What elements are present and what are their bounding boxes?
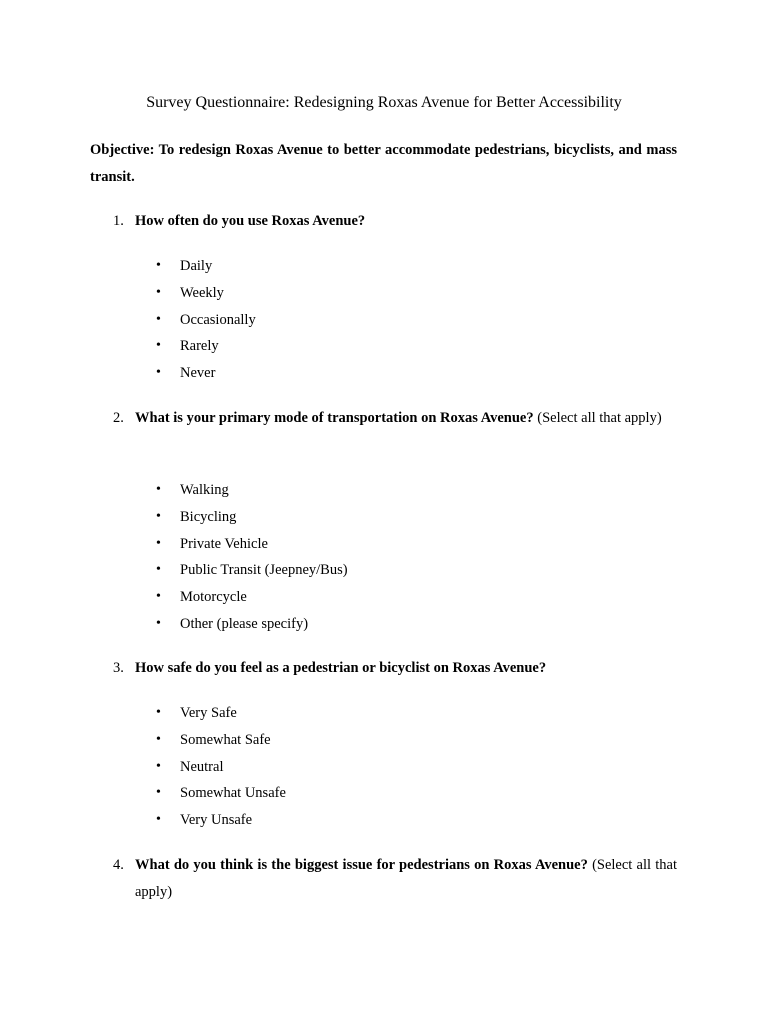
option-label: Bicycling [180, 508, 237, 525]
option-item[interactable] [0, 307, 768, 334]
option-item[interactable] [0, 700, 768, 727]
bullet-icon: • [156, 365, 161, 381]
question-text: How safe do you feel as a pedestrian or bicyclist on Roxas Avenue? [135, 660, 547, 676]
question-4 [90, 852, 677, 906]
option-label: Motorcycle [180, 589, 247, 606]
option-label: Walking [180, 482, 229, 498]
option-label: Weekly [180, 284, 224, 301]
objective-statement: Objective: To redesign Roxas Avenue to better accommodate pedestrians, bicyclists, and mass transit. [90, 142, 677, 185]
option-label: Never [180, 365, 216, 382]
bullet-icon: • [156, 785, 161, 801]
option-label: Somewhat Unsafe [180, 785, 286, 802]
option-label: Very Safe [180, 705, 237, 721]
bullet-icon: • [156, 812, 161, 828]
bullet-icon: • [156, 731, 161, 747]
question-number: 4. [113, 857, 124, 873]
option-label: Somewhat Safe [180, 731, 271, 748]
option-item[interactable] [0, 280, 768, 307]
question-text: What do you think is the biggest issue for pedestrians on Roxas Avenue? [135, 857, 588, 873]
question-number: 2. [113, 410, 124, 426]
question-note: (Select all that apply) [135, 857, 677, 900]
bullet-icon: • [156, 562, 161, 578]
question-1 [90, 208, 677, 235]
page-title: Survey Questionnaire: Redesigning Roxas Avenue for Better Accessibility [146, 94, 622, 111]
bullet-icon: • [156, 615, 161, 631]
option-label: Very Unsafe [180, 812, 253, 829]
question-3-options [0, 700, 768, 834]
option-label: Private Vehicle [180, 535, 268, 552]
option-item[interactable] [0, 584, 768, 611]
option-item[interactable] [0, 727, 768, 754]
bullet-icon: • [156, 482, 161, 497]
option-item[interactable] [0, 780, 768, 807]
option-label: Rarely [180, 338, 219, 355]
option-label: Daily [180, 258, 213, 274]
option-item[interactable] [0, 504, 768, 531]
option-item[interactable] [0, 253, 768, 280]
question-2-options [0, 477, 768, 638]
question-3 [90, 655, 677, 682]
option-item[interactable] [0, 477, 768, 504]
question-2 [90, 405, 677, 432]
question-number: 3. [113, 660, 124, 676]
question-note: (Select all that apply) [537, 410, 662, 426]
option-item[interactable] [0, 360, 768, 387]
bullet-icon: • [156, 311, 161, 327]
option-item[interactable] [0, 531, 768, 558]
option-item[interactable] [0, 333, 768, 360]
bullet-icon: • [156, 535, 161, 551]
option-item[interactable] [0, 611, 768, 638]
bullet-icon: • [156, 338, 161, 354]
option-label: Public Transit (Jeepney/Bus) [180, 562, 348, 579]
question-text: What is your primary mode of transportation on Roxas Avenue? [135, 410, 534, 426]
question-number: 1. [113, 213, 124, 229]
bullet-icon: • [156, 705, 161, 720]
option-label: Occasionally [180, 311, 256, 328]
bullet-icon: • [156, 758, 161, 774]
option-item[interactable] [0, 557, 768, 584]
option-label: Neutral [180, 758, 224, 775]
bullet-icon: • [156, 508, 161, 524]
bullet-icon: • [156, 589, 161, 605]
bullet-icon: • [156, 284, 161, 300]
question-1-options [0, 253, 768, 387]
option-item[interactable] [0, 807, 768, 834]
question-text: How often do you use Roxas Avenue? [135, 213, 366, 229]
bullet-icon: • [156, 258, 161, 273]
option-label: Other (please specify) [180, 615, 309, 632]
option-item[interactable] [0, 754, 768, 781]
